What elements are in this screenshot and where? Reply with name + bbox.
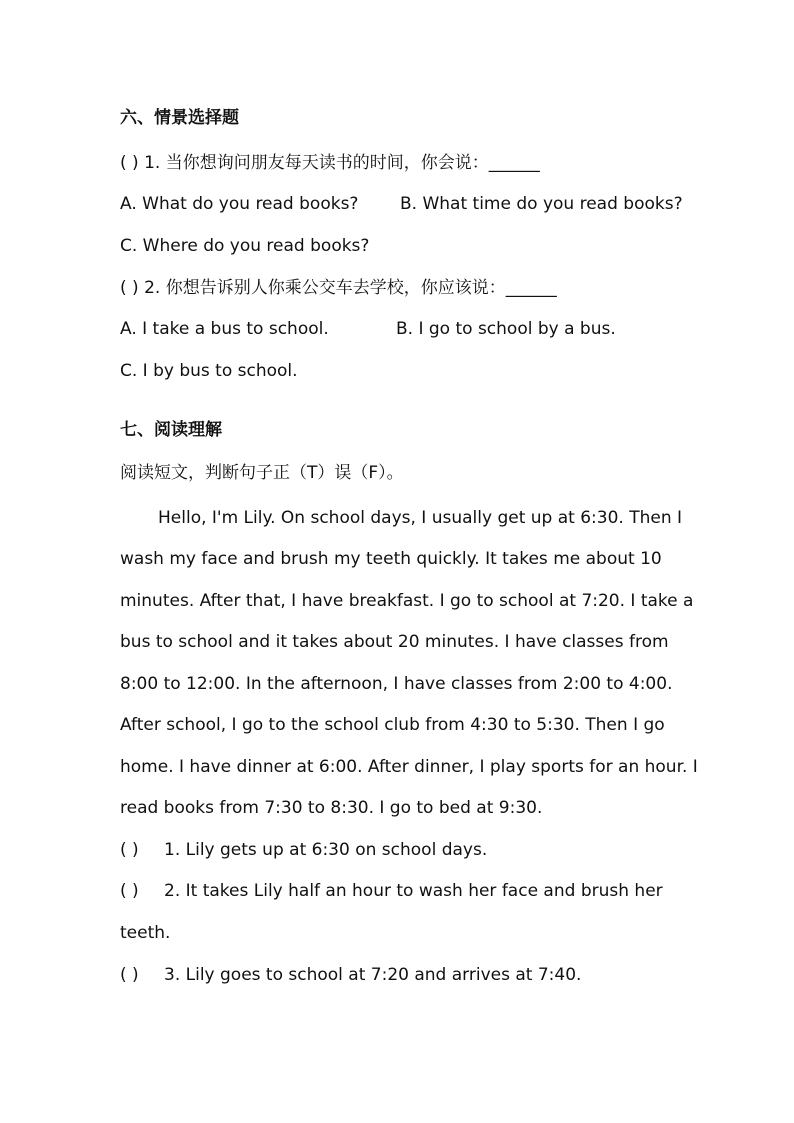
- question-1: [120, 151, 540, 175]
- question-1-option-b: B. What time do you read books?: [400, 194, 683, 214]
- passage-line: minutes. After that, I have breakfast. I go to school at 7:20. I take a: [120, 591, 694, 611]
- question-2-option-b: B. I go to school by a bus.: [396, 319, 616, 339]
- question-2: [120, 276, 557, 300]
- judge-question-2-continued: teeth.: [120, 923, 171, 943]
- question-1-text: 当你想询问朋友每天读书的时间，你会说：______: [165, 153, 540, 173]
- question-2-text: 你想告诉别人你乘公交车去学校，你应该说：______: [165, 278, 557, 298]
- passage-line: Hello, I'm Lily. On school days, I usually get up at 6:30. Then I: [158, 508, 683, 528]
- judge-question-text: 3. Lily goes to school at 7:20 and arrives at 7:40.: [164, 965, 582, 985]
- passage-line: After school, I go to the school club from 4:30 to 5:30. Then I go: [120, 715, 665, 735]
- question-2-option-c: C. I by bus to school.: [120, 361, 298, 381]
- question-1-option-c: C. Where do you read books?: [120, 236, 370, 256]
- question-2-option-a: A. I take a bus to school.: [120, 319, 329, 339]
- passage-line: read books from 7:30 to 8:30. I go to bed at 9:30.: [120, 798, 543, 818]
- judge-question-text: 2. It takes Lily half an hour to wash her face and brush her: [164, 881, 663, 901]
- section-7-heading: 七、阅读理解: [120, 420, 222, 440]
- passage-line: wash my face and brush my teeth quickly. It takes me about 10: [120, 549, 662, 569]
- section-6-heading: 六、情景选择题: [120, 108, 239, 128]
- judge-question-3: [120, 963, 581, 987]
- question-1-option-a: A. What do you read books?: [120, 194, 359, 214]
- judge-question-2: [120, 879, 663, 903]
- passage-line: bus to school and it takes about 20 minutes. I have classes from: [120, 632, 669, 652]
- judge-question-text: 1. Lily gets up at 6:30 on school days.: [164, 840, 488, 860]
- answer-blank: ( ): [120, 965, 139, 985]
- question-2-number: ( ) 2.: [120, 278, 161, 298]
- judge-question-1: [120, 838, 487, 862]
- answer-blank: ( ): [120, 881, 139, 901]
- passage-line: 8:00 to 12:00. In the afternoon, I have classes from 2:00 to 4:00.: [120, 674, 673, 694]
- answer-blank: ( ): [120, 840, 139, 860]
- reading-instruction: 阅读短文，判断句子正（T）误（F）。: [120, 463, 404, 483]
- passage-line: home. I have dinner at 6:00. After dinner, I play sports for an hour. I: [120, 757, 698, 777]
- question-1-number: ( ) 1.: [120, 153, 161, 173]
